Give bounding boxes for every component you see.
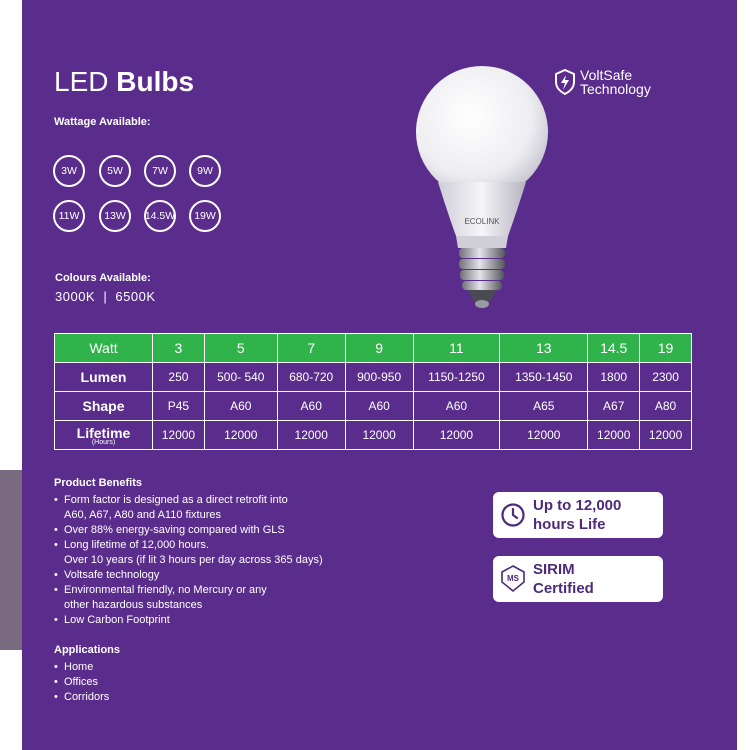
- table-header-cell: 14.5: [588, 334, 640, 363]
- list-item: • Offices: [54, 675, 120, 690]
- wattage-option: 19W: [189, 200, 221, 232]
- wattage-option: 7W: [144, 155, 176, 187]
- table-header-cell: 7: [277, 334, 345, 363]
- table-cell: A65: [500, 392, 588, 421]
- row-label: Lifetime (Hours): [55, 421, 153, 450]
- table-cell: P45: [153, 392, 205, 421]
- table-cell: A60: [204, 392, 277, 421]
- wattage-heading: Wattage Available:: [54, 116, 151, 128]
- list-item: • Corridors: [54, 690, 120, 705]
- table-header-cell: 11: [413, 334, 500, 363]
- row-label: Lumen: [55, 363, 153, 392]
- list-item: • Voltsafe technology: [54, 568, 323, 583]
- wattage-option: 14.5W: [144, 200, 176, 232]
- voltsafe-logo: VoltSafe Technology: [554, 68, 651, 96]
- table-row: [55, 334, 692, 363]
- row-label: Shape: [55, 392, 153, 421]
- table-cell: 12000: [345, 421, 413, 450]
- wattage-option: 9W: [189, 155, 221, 187]
- benefits-heading: Product Benefits: [54, 477, 143, 489]
- colours-values: 3000K | 6500K: [55, 289, 156, 304]
- table-header-cell: Watt: [55, 334, 153, 363]
- sirim-certification-mark: [500, 564, 526, 594]
- table-cell: 1350-1450: [500, 363, 588, 392]
- table-cell: 12000: [204, 421, 277, 450]
- wattage-option: 3W: [53, 155, 85, 187]
- table-cell: 12000: [413, 421, 500, 450]
- list-item: • Low Carbon Footprint: [54, 613, 323, 628]
- table-row: [55, 421, 692, 450]
- list-item: • Over 88% energy-saving compared with GLS: [54, 523, 323, 538]
- table-cell: 12000: [277, 421, 345, 450]
- list-item: • Home: [54, 660, 120, 675]
- table-header-cell: 13: [500, 334, 588, 363]
- applications-heading: Applications: [54, 644, 121, 656]
- clock-icon: [500, 502, 526, 528]
- left-edge-strip: [0, 470, 22, 650]
- sirim-badge: MS SIRIM Certified: [493, 556, 663, 602]
- product-benefits: [54, 476, 323, 628]
- spec-table: [54, 333, 692, 450]
- applications: [54, 643, 120, 705]
- lightning-shield-icon: [554, 69, 576, 95]
- table-header-cell: 19: [640, 334, 692, 363]
- table-cell: 1150-1250: [413, 363, 500, 392]
- product-panel: [22, 0, 737, 750]
- table-cell: A80: [640, 392, 692, 421]
- list-item: other hazardous substances: [64, 599, 203, 611]
- svg-text:MS: MS: [507, 574, 519, 583]
- table-cell: 250: [153, 363, 205, 392]
- wattage-option: 13W: [99, 200, 131, 232]
- table-header-cell: 9: [345, 334, 413, 363]
- table-header-cell: 5: [204, 334, 277, 363]
- table-cell: 12000: [500, 421, 588, 450]
- table-cell: 900-950: [345, 363, 413, 392]
- table-row: [55, 392, 692, 421]
- list-item: • Long lifetime of 12,000 hours.: [54, 538, 323, 553]
- table-cell: A60: [345, 392, 413, 421]
- table-cell: A67: [588, 392, 640, 421]
- table-cell: 12000: [153, 421, 205, 450]
- table-header-cell: 3: [153, 334, 205, 363]
- list-item: A60, A67, A80 and A110 fixtures: [64, 509, 221, 521]
- lifetime-badge: Up to 12,000 hours Life: [493, 492, 663, 538]
- table-cell: A60: [413, 392, 500, 421]
- bulb-brand-label: ECOLINK: [464, 217, 500, 226]
- table-cell: 680-720: [277, 363, 345, 392]
- list-item: • Form factor is designed as a direct retrofit into: [54, 493, 323, 508]
- table-cell: 2300: [640, 363, 692, 392]
- table-cell: A60: [277, 392, 345, 421]
- table-cell: 500- 540: [204, 363, 277, 392]
- table-cell: 1800: [588, 363, 640, 392]
- table-row: [55, 363, 692, 392]
- list-item: Over 10 years (if lit 3 hours per day across 365 days): [64, 554, 323, 566]
- table-cell: 12000: [640, 421, 692, 450]
- wattage-option: 11W: [53, 200, 85, 232]
- colours-heading: Colours Available:: [55, 272, 151, 284]
- table-cell: 12000: [588, 421, 640, 450]
- wattage-option: 5W: [99, 155, 131, 187]
- list-item: • Environmental friendly, no Mercury or any: [54, 583, 323, 598]
- page-title: LED Bulbs: [54, 66, 195, 97]
- led-bulb-image: [412, 64, 552, 310]
